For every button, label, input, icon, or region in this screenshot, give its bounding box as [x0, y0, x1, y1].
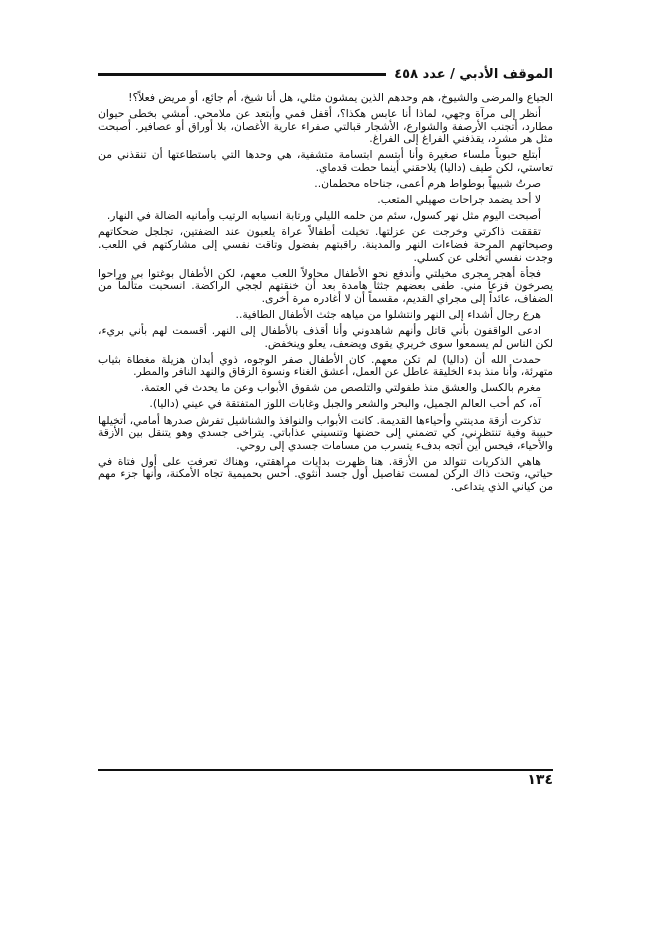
paragraph: هاهي الذكريات تتوالد من الأزقة. هنا ظهرت بدايات مراهقتي، وهناك تعرفت على أول فتاة في حياتي، وتحت ذاك الركن لمست تفاصيل أول جسد أنثوي. أحس بحميمية تجاه الأمكنة، وأنها جزء مهم من كياني الذي يتداعى. [98, 454, 553, 494]
paragraph: فجأة أهجر مجرى مخيلتي وأندفع نحو الأطفال محاولاً اللعب معهم، لكن الأطفال بوغتوا بي وراحوا يصرخون فزعاً مني. طفى بعضهم جثثاً هامدة بعد أن خنقتهم لججي الراكضة. انسحبت متألماً من الضفاف، عائداً إلى مجراي القديم، مقسماً أن لا أغادره مرة أخرى. [98, 266, 553, 305]
footer-rule [98, 769, 553, 771]
paragraph: لا أحد يضمد جراحات صهيلي المتعب. [377, 193, 541, 207]
paragraph: أبتلع حبوباً ملساء صغيرة وأنا أبتسم ابتسامة متشفية، هي وحدها التي باستطاعتها أن تنقذني من تعاستي، لكن طيف (داليا) يلاحقني أينما حطت قدماي. [98, 148, 553, 174]
article-body [98, 92, 553, 497]
paragraph: صرتُ شبيهاً بوطواط هرم أعمى، جناحاه محطمان.. [314, 177, 541, 191]
paragraph: أنظر إلى مرآة وجهي، لماذا أنا عابس هكذا؟، أقفل فمي وأبتعد عن ملامحي. أمشي بخطى حيوان مطارد، أتجنب الأرصفة والشوارع، الأشجار قبالتي صفراء عارية الأغصان، بلا أوراق أو عصافير. أصبحت مثل هر مشرد، يقذفني الفراغ إلى الفراغ. [98, 107, 553, 146]
paragraph: مغرم بالكسل والعشق منذ طفولتي والتلصص من شقوق الأبواب وعن ما يحدث في العتمة. [140, 381, 541, 395]
paragraph: الجياع والمرضى والشيوخ، هم وحدهم الذين يمشون مثلي، هل أنا شيخ، أم جائع، أو مريض فعلاً؟! [128, 91, 553, 104]
paragraph: أصبحت اليوم مثل نهر كسول، سئم من حلمه الليلي ورتابة انسيابه الرتيب وأمانيه الضالة في النهار. [106, 209, 541, 223]
journal-title: الموقف الأدبي / عدد ٤٥٨ [394, 66, 553, 82]
paragraph: تذكرت أزقة مدينتي وأحياءها القديمة. كانت الأبواب والنوافذ والشناشيل تفرش صدرها أمامي، أتخيلها حبيبة وفية تنتظرني، كي تضمني إلى حضنها وتنسيني عذاباتي. يتراخى جسدي وهو يتنقل بين الأزقة والأحياء، فيحس أين أتجه بدفء يتسرب من مسامات جسدي إلى روحي. [98, 413, 553, 452]
header-rule [98, 73, 386, 76]
paragraph: ادعى الواقفون بأني قاتل وأنهم شاهدوني وأنا أقذف بالأطفال إلى النهر. أقسمت لهم بأني بريء، لكن الناس لم يسمعوا سوى خريري يقوى ويضعف، يعلو وينخفض. [98, 324, 553, 350]
page-number: ١٣٤ [527, 772, 553, 788]
paragraph: هرع رجال أشداء إلى النهر وانتشلوا من مياهه جثث الأطفال الطافية.. [235, 307, 541, 321]
paragraph: حمدت الله أن (داليا) لم تكن معهم. كان الأطفال صفر الوجوه، ذوي أبدان هزيلة مغطاة بثياب متهرئة، وأنا منذ بدء الخليقة عاطل عن العمل، أعشق الغناء ونسوة الزقاق والنهد النافر والمطر. [98, 352, 553, 379]
paragraph: تقققت ذاكرتي وخرجت عن عزلتها. تخيلت أطفالاً عراة يلعبون عند الضفتين، تجلجل ضحكاتهم وصيحاتهم المرحة فضاءات النهر والمدينة. راقبتهم بفضول وتاقت نفسي إلى مشاركتهم في اللعب. وجدت نفسي أتخلى عن كسلي. [98, 225, 553, 264]
running-header [98, 62, 553, 86]
paragraph: آه، كم أحب العالم الجميل، والبحر والشعر والجبل وغابات اللوز المتفتقة في عيني (داليا). [149, 397, 541, 411]
